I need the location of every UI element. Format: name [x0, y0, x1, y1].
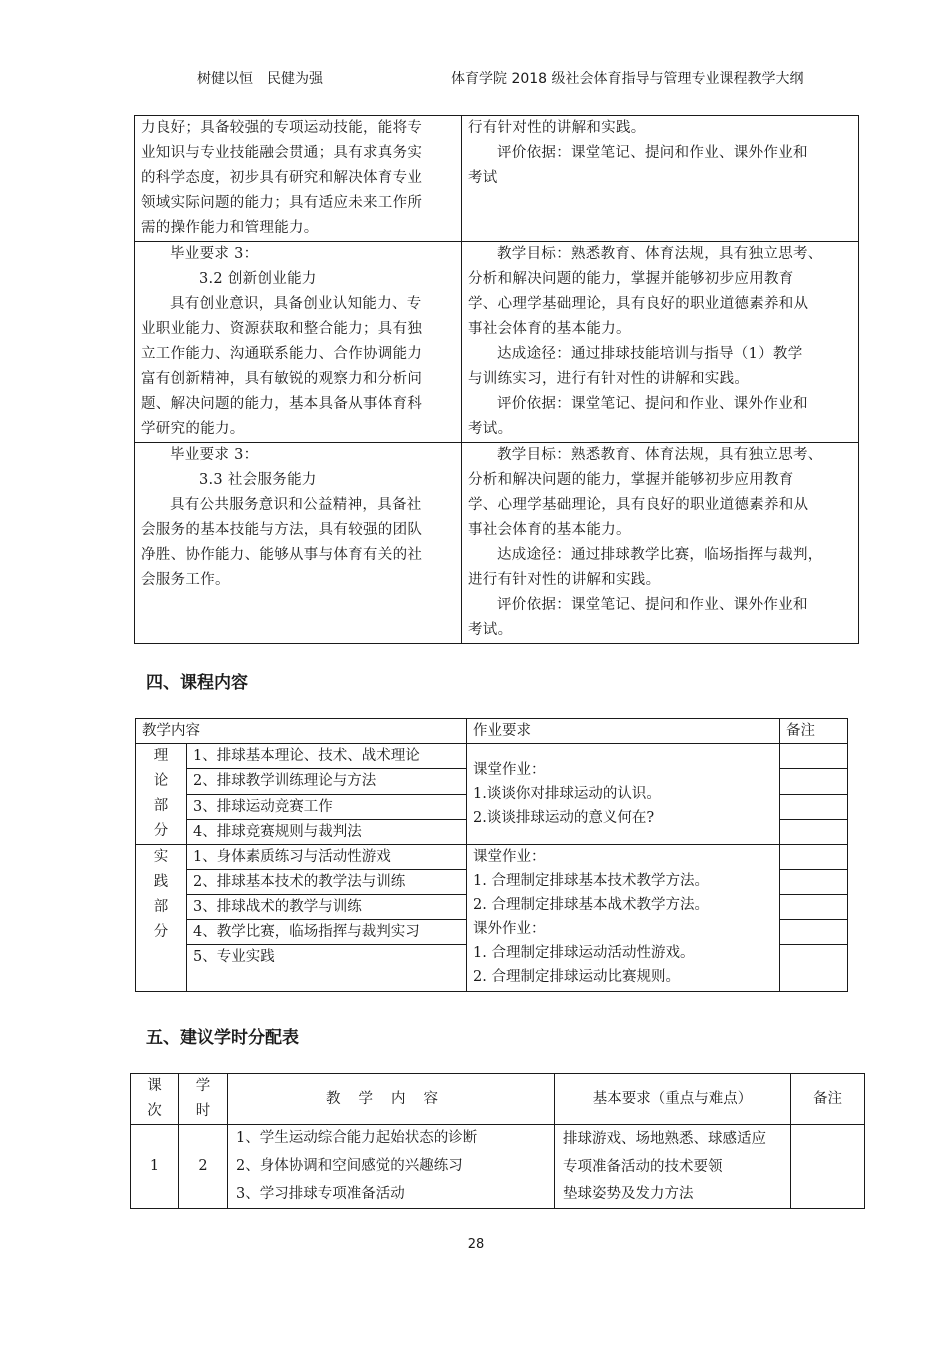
text-line: 3、学习排球专项准备活动: [236, 1186, 405, 1202]
text-line: 2. 合理制定排球基本战术教学方法。: [473, 897, 709, 913]
text-line: 达成途径：通过排球教学比赛，临场指挥与裁判，: [497, 547, 823, 563]
text-line: 的科学态度，初步具有研究和解决体育专业: [141, 170, 423, 186]
header-content: [228, 1074, 555, 1125]
text-line: 排球游戏、场地熟悉、球感适应: [563, 1131, 766, 1147]
label-char: 分: [153, 823, 169, 839]
text-line: 事社会体育的基本能力。: [468, 321, 631, 337]
text-line: 课外作业：: [473, 921, 546, 937]
text-line: 立工作能力、沟通联系能力、合作协调能力: [141, 346, 423, 362]
header-hours: [179, 1074, 228, 1125]
text-line: 评价依据：课堂笔记、提问和作业、课外作业和: [497, 145, 808, 161]
table-row: [131, 1125, 865, 1209]
label-char: 部: [153, 899, 169, 915]
table-row: [135, 116, 859, 242]
theory-homework: [467, 744, 780, 845]
text-line: 学、心理学基础理论，具有良好的职业道德素养和从: [468, 296, 809, 312]
support-cell: [462, 443, 859, 644]
text-line: 达成途径：通过排球技能培训与指导（1）教学: [497, 346, 803, 362]
text-line: 力良好；具备较强的专项运动技能，能将专: [141, 120, 423, 136]
label-char: 分: [153, 924, 169, 940]
text-line: 行有针对性的讲解和实践。: [468, 120, 646, 136]
note-cell: [780, 870, 848, 895]
requirement-cell: [135, 242, 462, 443]
practice-item: 5、专业实践: [187, 945, 467, 992]
table-row: [136, 845, 848, 870]
support-cell: [462, 242, 859, 443]
requirement-label: 毕业要求 3：: [170, 447, 259, 463]
text-line: 业职业能力、资源获取和整合能力；具有独: [141, 321, 423, 337]
header-homework: 作业要求: [467, 719, 780, 744]
section-heading-hour-allocation: 五、建议学时分配表: [146, 1028, 299, 1048]
label-char: 论: [153, 773, 169, 789]
text-line: 事社会体育的基本能力。: [468, 522, 631, 538]
support-cell: [462, 116, 859, 242]
text-line: 具有公共服务意识和公益精神，具备社: [170, 497, 422, 513]
text-line: 课堂作业：: [473, 762, 546, 778]
table-header-row: [131, 1074, 865, 1125]
note-cell: [780, 895, 848, 920]
practice-label: [136, 845, 187, 992]
header-char: 课: [147, 1078, 162, 1094]
requirement-cell: [135, 116, 462, 242]
text-line: 业知识与专业技能融会贯通；具有求真务实: [141, 145, 423, 161]
text-line: 课堂作业：: [473, 849, 546, 865]
text-line: 学、心理学基础理论，具有良好的职业道德素养和从: [468, 497, 809, 513]
text-line: 学研究的能力。: [141, 421, 245, 437]
header-text: 教学内容: [326, 1090, 456, 1107]
text-line: 考试。: [468, 622, 513, 638]
text-line: 领域实际问题的能力；具有适应未来工作所: [141, 195, 423, 211]
header-lesson: [131, 1074, 179, 1125]
note-cell: [780, 744, 848, 769]
text-line: 会服务工作。: [141, 572, 230, 588]
table-row: [135, 242, 859, 443]
text-line: 需的操作能力和管理能力。: [141, 220, 319, 236]
note-cell: [780, 769, 848, 794]
theory-item: 1、排球基本理论、技术、战术理论: [187, 744, 467, 769]
text-line: 专项准备活动的技术要领: [563, 1159, 723, 1175]
label-char: 实: [153, 849, 169, 865]
label-char: 部: [153, 798, 169, 814]
note-cell: [780, 845, 848, 870]
header-title: 体育学院 2018 级社会体育指导与管理专业课程教学大纲: [451, 71, 804, 87]
header-char: 时: [195, 1103, 211, 1119]
practice-item: 3、排球战术的教学与训练: [187, 895, 467, 920]
text-line: 1. 合理制定排球基本技术教学方法。: [473, 873, 709, 889]
hour-allocation-table: [130, 1073, 865, 1209]
requirement-subtitle: 3.2 创新创业能力: [199, 271, 317, 287]
text-line: 题、解决问题的能力，基本具备从事体育科: [141, 396, 423, 412]
text-line: 1. 合理制定排球运动活动性游戏。: [473, 945, 695, 961]
text-line: 富有创新精神，具有敏锐的观察力和分析问: [141, 371, 423, 387]
note-cell: [780, 945, 848, 992]
text-line: 进行有针对性的讲解和实践。: [468, 572, 661, 588]
header-teaching-content: 教学内容: [136, 719, 467, 744]
table-row: [136, 744, 848, 769]
practice-item: 1、身体素质练习与活动性游戏: [187, 845, 467, 870]
text-line: 教学目标：熟悉教育、体育法规，具有独立思考、: [497, 447, 823, 463]
header-char: 学: [195, 1078, 211, 1094]
text-line: 评价依据：课堂笔记、提问和作业、课外作业和: [497, 597, 808, 613]
text-line: 会服务的基本技能与方法，具有较强的团队: [141, 522, 423, 538]
practice-item: 4、教学比赛，临场指挥与裁判实习: [187, 920, 467, 945]
text-line: 垫球姿势及发力方法: [563, 1186, 694, 1202]
header-note: 备注: [780, 719, 848, 744]
lesson-content: [228, 1125, 555, 1209]
lesson-number: 1: [131, 1125, 179, 1209]
text-line: 2. 合理制定排球运动比赛规则。: [473, 969, 680, 985]
text-line: 净胜、协作能力、能够从事与体育有关的社: [141, 547, 423, 563]
practice-homework: [467, 845, 780, 992]
text-line: 具有创业意识，具备创业认知能力、专: [170, 296, 422, 312]
text-line: 2、身体协调和空间感觉的兴趣练习: [236, 1158, 463, 1174]
section-heading-course-content: 四、课程内容: [146, 673, 248, 693]
practice-item: 2、排球基本技术的教学法与训练: [187, 870, 467, 895]
label-char: 践: [153, 874, 169, 890]
label-char: 理: [153, 748, 169, 764]
text-line: 1.谈谈你对排球运动的认识。: [473, 786, 661, 802]
table-row: [135, 443, 859, 644]
page-number: 28: [467, 1237, 485, 1252]
text-line: 分析和解决问题的能力，掌握并能够初步应用教育: [468, 472, 794, 488]
theory-item: 2、排球教学训练理论与方法: [187, 769, 467, 794]
lesson-requirements: [555, 1125, 791, 1209]
header-motto: 树健以恒 民健为强: [197, 71, 323, 87]
text-line: 分析和解决问题的能力，掌握并能够初步应用教育: [468, 271, 794, 287]
text-line: 评价依据：课堂笔记、提问和作业、课外作业和: [497, 396, 808, 412]
requirement-cell: [135, 443, 462, 644]
header-requirements: 基本要求（重点与难点）: [555, 1074, 791, 1125]
header-note: 备注: [791, 1074, 865, 1125]
theory-label: [136, 744, 187, 845]
requirement-label: 毕业要求 3：: [170, 246, 259, 262]
theory-item: 3、排球运动竞赛工作: [187, 794, 467, 819]
theory-item: 4、排球竞赛规则与裁判法: [187, 819, 467, 844]
text-line: 与训练实习，进行有针对性的讲解和实践。: [468, 371, 750, 387]
graduation-requirements-table: [134, 115, 859, 644]
text-line: 教学目标：熟悉教育、体育法规，具有独立思考、: [497, 246, 823, 262]
text-line: 考试。: [468, 421, 513, 437]
lesson-hours: 2: [179, 1125, 228, 1209]
text-line: 考试: [468, 170, 498, 186]
requirement-subtitle: 3.3 社会服务能力: [199, 472, 317, 488]
header-char: 次: [147, 1103, 162, 1119]
text-line: 1、学生运动综合能力起始状态的诊断: [236, 1130, 478, 1146]
text-line: 2.谈谈排球运动的意义何在?: [473, 810, 655, 826]
note-cell: [780, 920, 848, 945]
lesson-note: [791, 1125, 865, 1209]
table-header-row: [136, 719, 848, 744]
note-cell: [780, 794, 848, 819]
course-content-table: [135, 718, 848, 992]
note-cell: [780, 819, 848, 844]
